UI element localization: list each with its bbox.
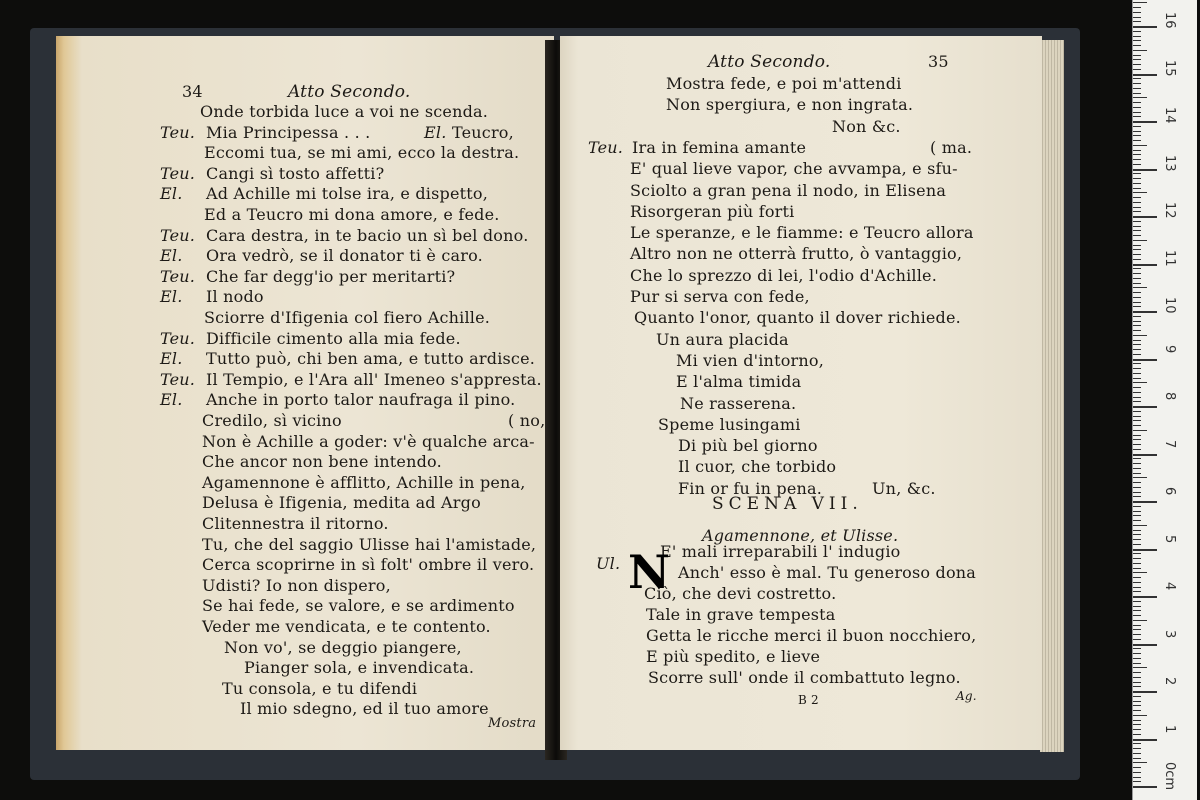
ruler-tick [1133, 154, 1141, 155]
ruler-tick [1133, 634, 1141, 635]
verse-line: Delusa è Ifigenia, medita ad Argo [202, 493, 481, 512]
verse-line: Che ancor non bene intendo. [202, 452, 442, 471]
verse-line: Speme lusingami [658, 415, 801, 434]
ruler-tick [1133, 644, 1157, 646]
ruler-tick [1133, 734, 1141, 735]
ruler-tick [1133, 230, 1141, 231]
ruler-tick [1133, 164, 1141, 165]
ruler-tick [1133, 173, 1141, 174]
ruler-label: 13 [1162, 154, 1177, 172]
scene-verse-line: Anch' esso è mal. Tu generoso dona [678, 563, 977, 582]
ruler-tick [1133, 17, 1141, 18]
ruler-tick [1133, 411, 1141, 412]
ruler-tick [1133, 354, 1141, 355]
ruler-tick [1133, 340, 1141, 341]
ruler-tick [1133, 283, 1141, 284]
verse-line: Cara destra, in te bacio un sì bel dono. [206, 226, 529, 245]
speaker-label: El. [160, 287, 183, 306]
ruler-tick [1133, 249, 1141, 250]
ruler-tick [1133, 639, 1141, 640]
ruler-label: 4 [1162, 582, 1177, 591]
ruler-tick [1133, 31, 1141, 32]
ruler-tick [1133, 21, 1141, 22]
ruler-tick [1133, 121, 1157, 123]
verse-line: Ad Achille mi tolse ira, e dispetto, [206, 184, 489, 203]
verse-line: Difficile cimento alla mia fede. [206, 329, 461, 348]
ruler-tick [1133, 368, 1141, 369]
scene-verse-line: E più spedito, e lieve [646, 647, 821, 666]
ruler-tick [1133, 767, 1141, 768]
verse-line: E' qual lieve vapor, che avvampa, e sfu- [630, 159, 958, 178]
ruler-tick [1133, 240, 1147, 241]
ruler-tick [1133, 777, 1141, 778]
verse-line: Tu consola, e tu difendi [222, 679, 418, 698]
ruler-tick [1133, 715, 1147, 716]
ruler-tick [1133, 107, 1141, 108]
ruler-tick [1133, 150, 1141, 151]
ruler-tick [1133, 420, 1141, 421]
ruler-tick [1133, 458, 1141, 459]
verse-line: Eccomi tua, se mi ami, ecco la destra. [204, 143, 520, 162]
ruler-tick [1133, 587, 1141, 588]
catchword: Ag. [956, 689, 977, 703]
ruler-tick [1133, 724, 1141, 725]
verse-line: Pur si serva con fede, [630, 287, 810, 306]
verse-line: Altro non ne otterrà frutto, ò vantaggio, [630, 244, 963, 263]
ruler-tick [1133, 606, 1141, 607]
ruler-label: 10 [1162, 297, 1177, 314]
ruler-tick [1133, 373, 1141, 374]
ruler-tick [1133, 397, 1141, 398]
ruler-tick [1133, 729, 1141, 730]
ruler-tick [1133, 116, 1141, 117]
ruler-tick [1133, 449, 1141, 450]
verse-line: Agamennone è afflitto, Achille in pena, [202, 473, 526, 492]
ruler-tick [1133, 629, 1141, 630]
ruler-tick [1133, 88, 1141, 89]
verse-line: Tu, che del saggio Ulisse hai l'amistade, [202, 535, 537, 554]
speaker-label: El. [160, 184, 183, 203]
ruler-label: 3 [1162, 629, 1177, 638]
ruler-tick [1133, 720, 1141, 721]
ruler-tick [1133, 316, 1141, 317]
ruler-tick [1133, 264, 1157, 266]
verse-line: Non è Achille a goder: v'è qualche arca- [202, 432, 535, 451]
ruler-tick [1133, 131, 1141, 132]
ruler-tick [1133, 235, 1141, 236]
speaker-label: El. [160, 390, 183, 409]
ruler-tick [1133, 197, 1141, 198]
ruler-tick [1133, 539, 1141, 540]
ruler-tick [1133, 568, 1141, 569]
ruler-label: 0cm [1162, 762, 1177, 791]
verse-line: Ira in femina amante [632, 138, 807, 157]
ruler-tick [1133, 292, 1141, 293]
ruler-tick [1133, 145, 1147, 146]
ruler-tick [1133, 781, 1141, 782]
ruler-tick [1133, 297, 1141, 298]
measuring-ruler [1132, 0, 1197, 800]
ruler-label: 14 [1162, 107, 1177, 124]
ruler-tick [1133, 492, 1141, 493]
ruler-tick [1133, 582, 1141, 583]
ruler-tick [1133, 325, 1141, 326]
ruler-tick [1133, 40, 1141, 41]
ruler-tick [1133, 344, 1141, 345]
verse-line: Ne rasserena. [680, 394, 797, 413]
ruler-tick [1133, 515, 1141, 516]
ruler-tick [1133, 97, 1147, 98]
ruler-tick [1133, 211, 1141, 212]
running-head: Atto Secondo. [708, 52, 831, 72]
ruler-tick [1133, 45, 1141, 46]
ruler-tick [1133, 382, 1147, 383]
ruler-tick [1133, 682, 1141, 683]
ruler-tick [1133, 544, 1141, 545]
speaker-label: El. [424, 123, 447, 142]
ruler-tick [1133, 188, 1141, 189]
ruler-tick [1133, 202, 1141, 203]
verse-line: Cangi sì tosto affetti? [206, 164, 385, 183]
ruler-tick [1133, 306, 1141, 307]
verse-line: Quanto l'onor, quanto il dover richiede. [634, 308, 961, 327]
ruler-tick [1133, 786, 1157, 788]
ruler-tick [1133, 330, 1141, 331]
ruler-tick [1133, 487, 1141, 488]
ruler-tick [1133, 743, 1141, 744]
verse-line: Tutto può, chi ben ama, e tutto ardisce. [206, 349, 536, 368]
catchword: Mostra [488, 716, 537, 731]
verse-line: Anche in porto talor naufraga il pino. [206, 390, 516, 409]
ruler-tick [1133, 477, 1147, 478]
ruler-tick [1133, 93, 1141, 94]
scene-verse-line: Ciò, che devi costretto. [644, 584, 837, 603]
speaker-label: Teu. [588, 138, 624, 157]
ruler-tick [1133, 183, 1141, 184]
ruler-label: 8 [1162, 392, 1177, 401]
ruler-tick [1133, 667, 1147, 668]
verse-line: Clitennestra il ritorno. [202, 514, 389, 533]
ruler-tick [1133, 454, 1157, 456]
ruler-tick [1133, 387, 1141, 388]
signature-mark: B 2 [798, 693, 819, 707]
drop-cap: N [628, 545, 671, 599]
verse-line: Non &c. [832, 117, 901, 136]
ruler-tick [1133, 178, 1141, 179]
ruler-tick [1133, 406, 1157, 408]
verse-line: Mi vien d'intorno, [676, 351, 824, 370]
ruler-tick [1133, 425, 1141, 426]
ruler-tick [1133, 496, 1141, 497]
ruler-tick [1133, 553, 1141, 554]
ruler-tick [1133, 245, 1141, 246]
ruler-tick [1133, 363, 1141, 364]
ruler-tick [1133, 430, 1147, 431]
ruler-tick [1133, 739, 1157, 741]
verse-line: Pianger sola, e invendicata. [244, 658, 475, 677]
ruler-tick [1133, 710, 1141, 711]
speaker-label: El. [160, 349, 183, 368]
ruler-tick [1133, 658, 1141, 659]
ruler-tick [1133, 705, 1141, 706]
verse-line: Le speranze, e le fiamme: e Teucro allora [630, 223, 974, 242]
ruler-tick [1133, 55, 1141, 56]
ruler-tick [1133, 686, 1141, 687]
ruler-tick [1133, 287, 1147, 288]
ruler-tick [1133, 102, 1141, 103]
ruler-tick [1133, 591, 1141, 592]
ruler-tick [1133, 126, 1141, 127]
speaker-label: Teu. [160, 123, 196, 142]
ruler-tick [1133, 762, 1147, 763]
speaker-label: Teu. [160, 329, 196, 348]
ruler-tick [1133, 321, 1141, 322]
ruler-tick [1133, 473, 1141, 474]
verse-line: Che far degg'io per meritarti? [206, 267, 456, 286]
ruler-tick [1133, 511, 1141, 512]
ruler-tick [1133, 691, 1157, 693]
ruler-tick [1133, 59, 1141, 60]
verse-line: Mostra fede, e poi m'attendi [666, 74, 902, 93]
ruler-tick [1133, 7, 1141, 8]
scene-verse-line: E' mali irreparabili l' indugio [660, 542, 901, 561]
verse-line: Il Tempio, e l'Ara all' Imeneo s'appresta. [206, 370, 542, 389]
page-number: 34 [182, 82, 203, 101]
ruler-tick [1133, 69, 1141, 70]
verse-line: Sciolto a gran pena il nodo, in Elisena [630, 181, 947, 200]
ruler-label: 6 [1162, 487, 1177, 496]
verse-line: Cerca scoprirne in sì folt' ombre il vero. [202, 555, 535, 574]
verse-line: Onde torbida luce a voi ne scenda. [200, 102, 489, 121]
verse-line: Udisti? Io non dispero, [202, 576, 391, 595]
ruler-tick [1133, 335, 1147, 336]
ruler-label: 16 [1162, 12, 1177, 29]
speaker-label: El. [160, 246, 183, 265]
ruler-tick [1133, 26, 1157, 28]
scene-verse-line: Tale in grave tempesta [646, 605, 836, 624]
ruler-tick [1133, 112, 1141, 113]
ruler-tick [1133, 672, 1141, 673]
ruler-tick [1133, 625, 1141, 626]
ruler-tick [1133, 572, 1147, 573]
ruler-tick [1133, 610, 1141, 611]
right-page [560, 36, 1042, 750]
ruler-tick [1133, 753, 1141, 754]
verse-line-continuation: ( ma. [930, 138, 973, 157]
page-edges [1040, 40, 1064, 752]
ruler-tick [1133, 273, 1141, 274]
ruler-tick [1133, 216, 1157, 218]
ruler-tick [1133, 696, 1141, 697]
verse-line-continuation: Un, &c. [872, 479, 936, 498]
ruler-label: 7 [1162, 439, 1177, 448]
ruler-tick [1133, 444, 1141, 445]
ruler-tick [1133, 221, 1141, 222]
ruler-label: 5 [1162, 534, 1177, 543]
ruler-tick [1133, 140, 1141, 141]
ruler-tick [1133, 468, 1141, 469]
verse-line: Fin or fu in pena. [678, 479, 823, 498]
ruler-tick [1133, 36, 1141, 37]
ruler-tick [1133, 534, 1141, 535]
ruler-tick [1133, 378, 1141, 379]
speaker-label: Teu. [160, 370, 196, 389]
ruler-tick [1133, 549, 1157, 551]
ruler-tick [1133, 159, 1141, 160]
ruler-tick [1133, 648, 1141, 649]
ruler-tick [1133, 192, 1147, 193]
ruler-tick [1133, 83, 1141, 84]
verse-line: Che lo sprezzo di lei, l'odio d'Achille. [630, 266, 937, 285]
ruler-tick [1133, 74, 1157, 76]
speaker-label: Teu. [160, 226, 196, 245]
ruler-tick [1133, 653, 1141, 654]
ruler-tick [1133, 207, 1141, 208]
scene-verse-line: Getta le ricche merci il buon nocchiero, [646, 626, 977, 645]
ruler-tick [1133, 50, 1147, 51]
ruler-tick [1133, 620, 1147, 621]
ruler-tick [1133, 520, 1141, 521]
ruler-tick [1133, 64, 1141, 65]
ruler-tick [1133, 78, 1141, 79]
ruler-tick [1133, 392, 1141, 393]
ruler-tick [1133, 2, 1147, 3]
ruler-tick [1133, 259, 1141, 260]
left-page [56, 36, 554, 750]
ruler-tick [1133, 401, 1141, 402]
speaker-label: Ul. [596, 554, 621, 573]
ruler-tick [1133, 482, 1141, 483]
ruler-label: 2 [1162, 677, 1177, 686]
ruler-tick [1133, 311, 1157, 313]
ruler-tick [1133, 596, 1157, 598]
scene-characters: Agamennone, et Ulisse. [702, 526, 899, 545]
ruler-tick [1133, 169, 1157, 171]
ruler-tick [1133, 416, 1141, 417]
verse-line-continuation: ( no, [508, 411, 546, 430]
page-number: 35 [928, 52, 949, 71]
verse-line: Sciorre d'Ifigenia col fiero Achille. [204, 308, 491, 327]
ruler-tick [1133, 135, 1141, 136]
ruler-tick [1133, 677, 1141, 678]
ruler-tick [1133, 506, 1141, 507]
ruler-tick [1133, 12, 1141, 13]
ruler-tick [1133, 577, 1141, 578]
scene-verse-line: Scorre sull' onde il combattuto legno. [648, 668, 961, 687]
ruler-label: 1 [1162, 724, 1177, 733]
scene-title: SCENA VII. [712, 494, 863, 514]
verse-line: Un aura placida [656, 330, 789, 349]
ruler-tick [1133, 663, 1141, 664]
verse-line: Se hai fede, se valore, e se ardimento [202, 596, 515, 615]
running-head: Atto Secondo. [288, 82, 411, 102]
speaker-label: Teu. [160, 267, 196, 286]
ruler-tick [1133, 349, 1141, 350]
ruler-tick [1133, 601, 1141, 602]
ruler-tick [1133, 435, 1141, 436]
ruler-label: 9 [1162, 344, 1177, 353]
verse-line: Il cuor, che torbido [678, 457, 837, 476]
ruler-label: 11 [1162, 249, 1177, 267]
ruler-tick [1133, 615, 1141, 616]
ruler-tick [1133, 439, 1141, 440]
verse-line: Credilo, sì vicino [202, 411, 342, 430]
ruler-tick [1133, 501, 1157, 503]
ruler-tick [1133, 463, 1141, 464]
ruler-tick [1133, 563, 1141, 564]
verse-line: Di più bel giorno [678, 436, 818, 455]
verse-line: E l'alma timida [676, 372, 802, 391]
ruler-tick [1133, 530, 1141, 531]
ruler-tick [1133, 748, 1141, 749]
verse-line: Ora vedrò, se il donator ti è caro. [206, 246, 483, 265]
ruler-tick [1133, 772, 1141, 773]
verse-line: Mia Principessa . . . [206, 123, 371, 142]
ruler-tick [1133, 359, 1157, 361]
verse-line: Non spergiura, e non ingrata. [666, 95, 914, 114]
ruler-tick [1133, 701, 1141, 702]
ruler-tick [1133, 525, 1147, 526]
verse-line: Ed a Teucro mi dona amore, e fede. [204, 205, 500, 224]
verse-line-continuation: Teucro, [452, 123, 514, 142]
ruler-label: 15 [1162, 59, 1177, 77]
ruler-tick [1133, 278, 1141, 279]
ruler-label: 12 [1162, 202, 1177, 219]
verse-line: Non vo', se deggio piangere, [224, 638, 462, 657]
verse-line: Il mio sdegno, ed il tuo amore [240, 699, 489, 718]
verse-line: Il nodo [206, 287, 264, 306]
ruler-tick [1133, 558, 1141, 559]
verse-line: Risorgeran più forti [630, 202, 795, 221]
ruler-tick [1133, 226, 1141, 227]
speaker-label: Teu. [160, 164, 196, 183]
ruler-tick [1133, 268, 1141, 269]
ruler-tick [1133, 254, 1141, 255]
verse-line: Veder me vendicata, e te contento. [202, 617, 491, 636]
ruler-tick [1133, 302, 1141, 303]
ruler-tick [1133, 758, 1141, 759]
